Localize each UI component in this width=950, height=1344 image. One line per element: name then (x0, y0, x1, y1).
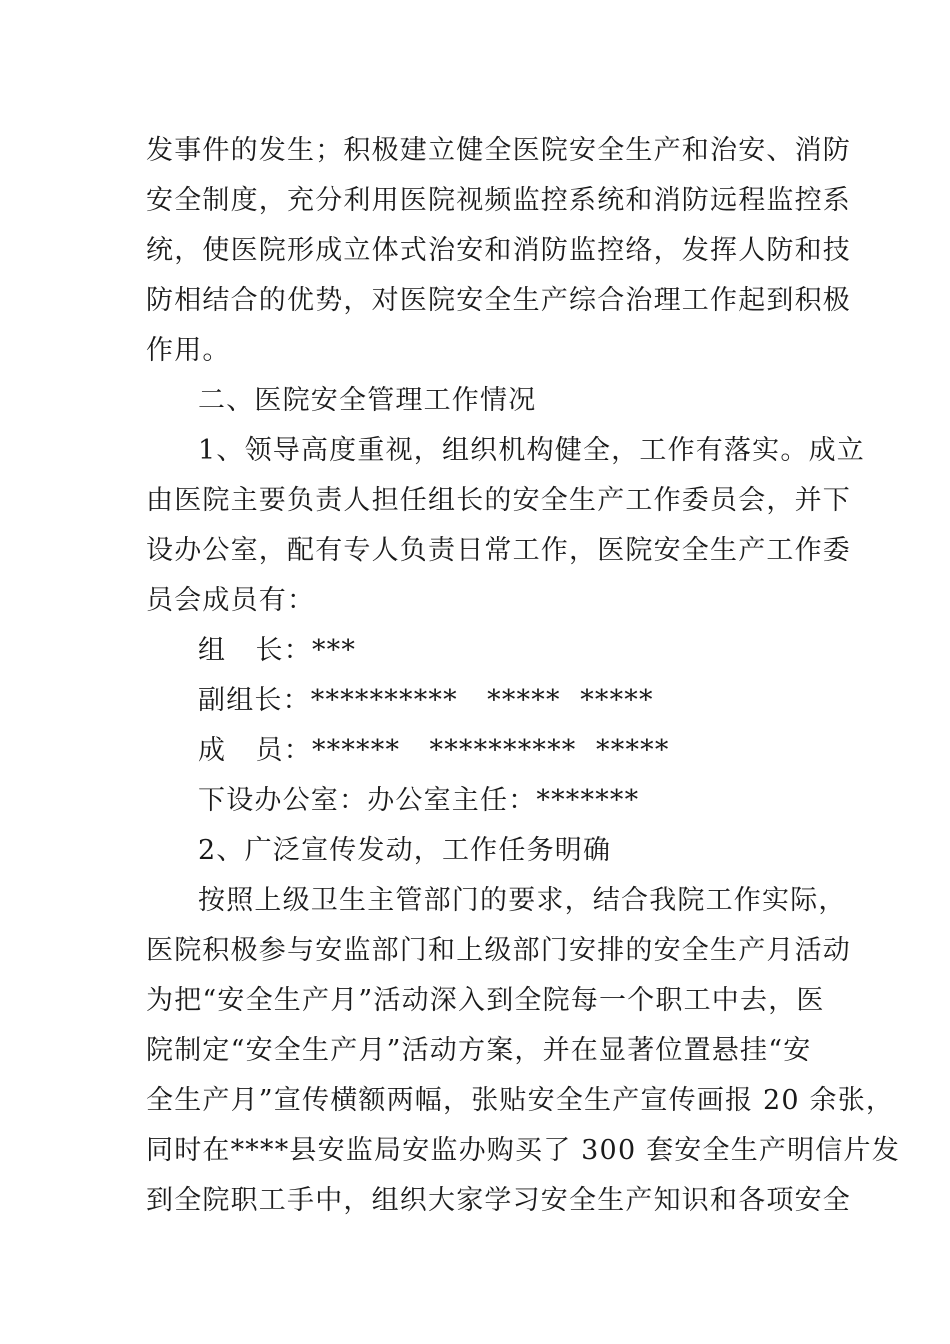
text-line: 员会成员有： (146, 585, 316, 616)
text-line: 设办公室，配有专人负责日常工作，医院安全生产工作委 (146, 535, 851, 566)
text-line: 安全制度，充分利用医院视频监控系统和消防远程监控系 (146, 185, 851, 216)
member-line: 下设办公室：办公室主任：******* (198, 785, 640, 816)
text-line: 发事件的发生；积极建立健全医院安全生产和治安、消防 (146, 135, 851, 166)
text-line: 防相结合的优势，对医院安全生产综合治理工作起到积极 (146, 285, 851, 316)
text-line: 到全院职工手中，组织大家学习安全生产知识和各项安全 (146, 1185, 851, 1216)
text-line: 1、领导高度重视，组织机构健全，工作有落实。成立 (198, 435, 865, 466)
text-line: 由医院主要负责人担任组长的安全生产工作委员会，并下 (146, 485, 851, 516)
member-line: 组 长：*** (198, 635, 357, 666)
section-heading: 2、广泛宣传发动，工作任务明确 (198, 835, 612, 866)
text-line: 作用。 (146, 335, 231, 366)
member-line: 副组长：********** ***** ***** (198, 685, 654, 716)
text-line: 全生产月”宣传横额两幅，张贴安全生产宣传画报 20 余张， (146, 1085, 895, 1116)
member-line: 成 员：****** ********** ***** (198, 735, 670, 766)
text-line: 为把“安全生产月”活动深入到全院每一个职工中去，医 (146, 985, 825, 1016)
text-line: 统，使医院形成立体式治安和消防监控络，发挥人防和技 (146, 235, 851, 266)
text-line: 医院积极参与安监部门和上级部门安排的安全生产月活动 (146, 935, 851, 966)
text-line: 院制定“安全生产月”活动方案，并在显著位置悬挂“安 (146, 1035, 812, 1066)
text-line: 按照上级卫生主管部门的要求，结合我院工作实际， (198, 885, 847, 916)
text-line: 同时在****县安监局安监办购买了 300 套安全生产明信片发 (146, 1135, 900, 1166)
section-heading: 二、医院安全管理工作情况 (198, 385, 537, 416)
